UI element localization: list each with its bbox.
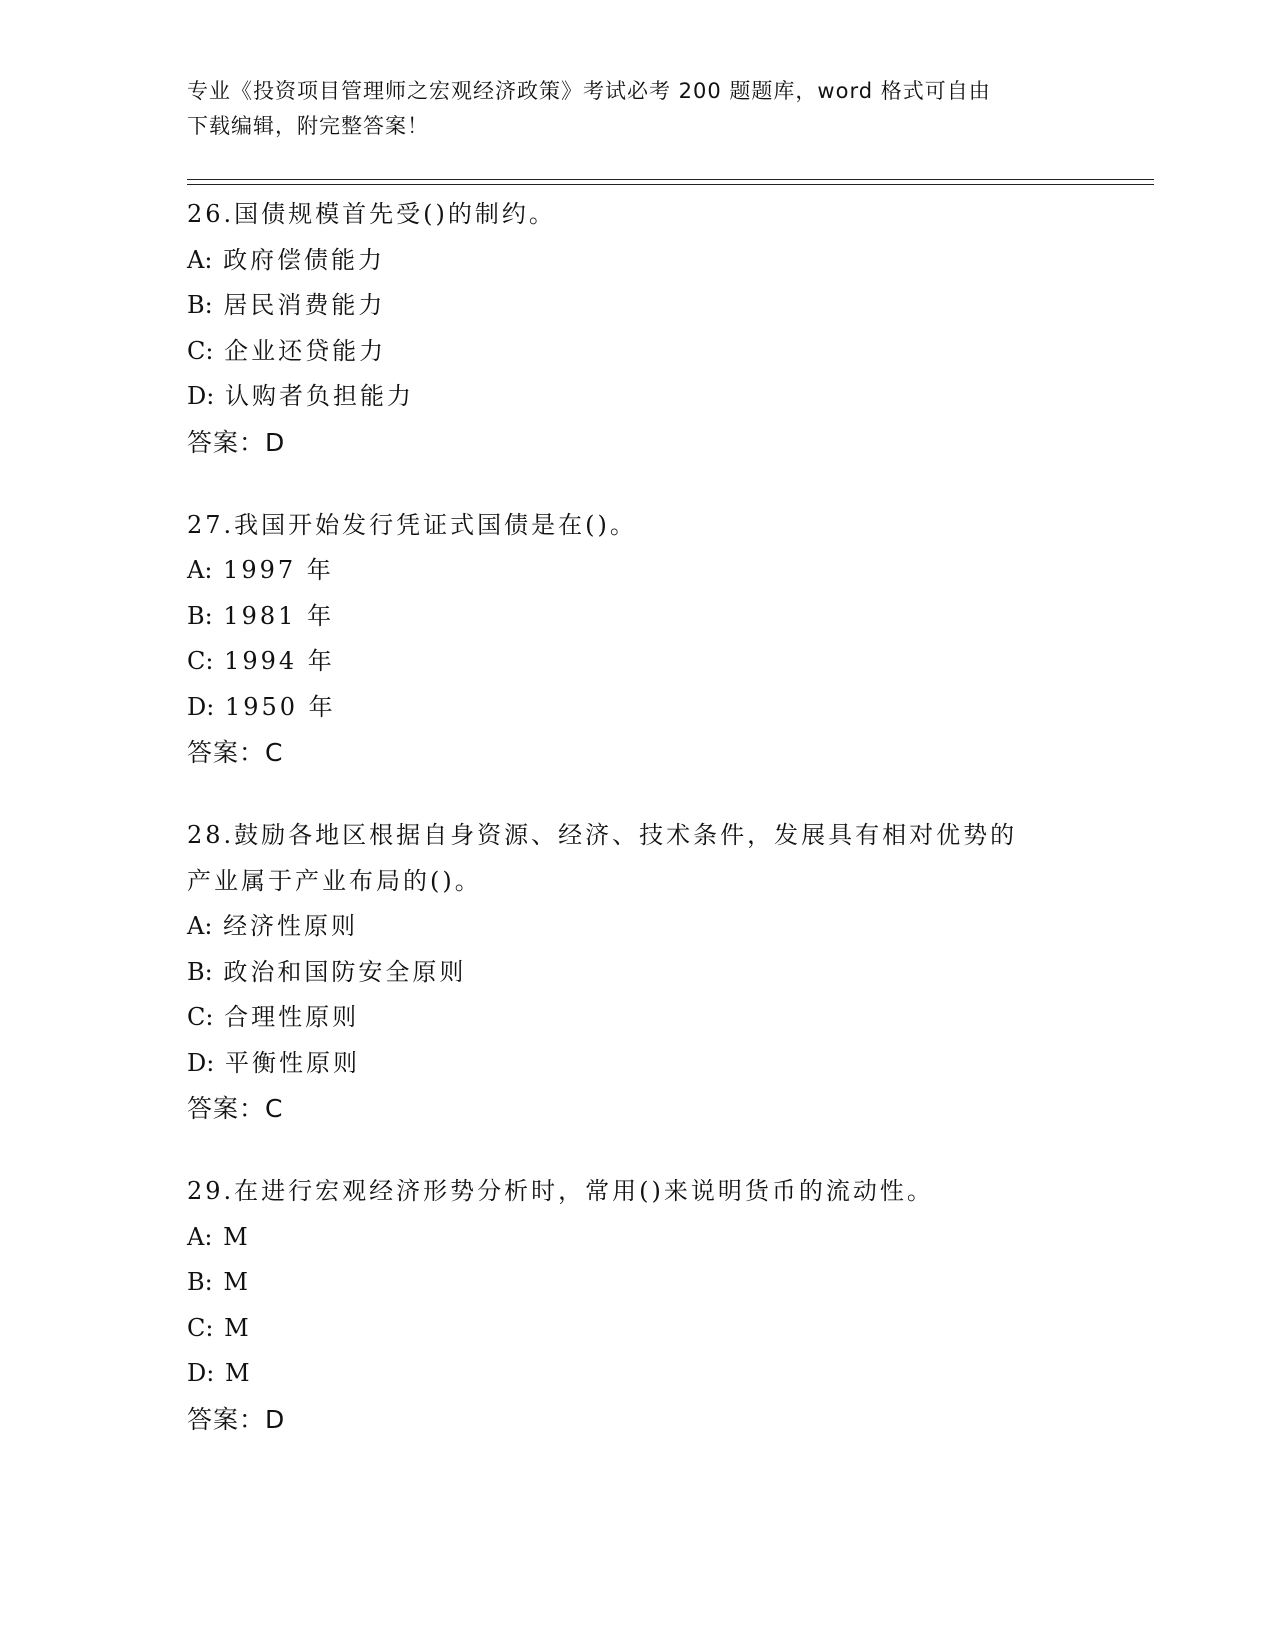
option-label: A: — [187, 912, 213, 940]
question-stem: 29.在进行宏观经济形势分析时，常用()来说明货币的流动性。 — [187, 1177, 934, 1205]
option-d — [187, 1351, 1147, 1397]
question-26 — [187, 192, 1147, 465]
option-a — [187, 548, 1147, 594]
option-label: D: — [187, 1048, 215, 1077]
option-d — [187, 685, 1147, 731]
option-label: D: — [187, 1359, 215, 1387]
option-c — [187, 329, 1147, 375]
option-b — [187, 950, 1147, 996]
option-label: D: — [187, 692, 215, 721]
option-a — [187, 1215, 1147, 1261]
option-text: M — [223, 1268, 251, 1296]
option-label: B: — [187, 601, 213, 630]
option-text: 认购者负担能力 — [224, 382, 414, 410]
question-stem: 26.国债规模首先受()的制约。 — [187, 200, 556, 228]
header-divider-top — [187, 179, 1154, 180]
option-text: 居民消费能力 — [223, 291, 386, 319]
option-text: 1994 年 — [224, 647, 335, 675]
option-text: 合理性原则 — [224, 1003, 360, 1031]
option-label: A: — [187, 556, 213, 584]
option-label: C: — [187, 647, 214, 675]
question-28 — [187, 813, 1147, 1131]
question-stem-line-1: 28.鼓励各地区根据自身资源、经济、技术条件，发展具有相对优势的 — [187, 821, 1018, 849]
option-text: M — [224, 1313, 252, 1342]
header-line-1: 专业《投资项目管理师之宏观经济政策》考试必考 200 题题库，word 格式可自由 — [187, 79, 991, 103]
option-text: 1997 年 — [223, 556, 334, 584]
option-c — [187, 639, 1147, 685]
question-stem-line-2: 产业属于产业布局的()。 — [187, 866, 482, 895]
option-label: B: — [187, 1268, 213, 1296]
option-label: A: — [187, 245, 213, 274]
option-text: 经济性原则 — [223, 912, 359, 940]
answer-line: 答案：D — [187, 427, 286, 457]
option-label: A: — [187, 1222, 213, 1251]
option-b — [187, 1260, 1147, 1306]
option-a — [187, 904, 1147, 950]
option-text: 1950 年 — [224, 692, 336, 721]
option-label: B: — [187, 957, 213, 986]
option-text: 1981 年 — [223, 601, 335, 630]
answer-line: 答案：C — [187, 1094, 284, 1123]
answer-line: 答案：D — [187, 1404, 286, 1434]
question-list — [187, 192, 1147, 1480]
header-divider-bottom — [187, 184, 1154, 185]
header-line-2: 下载编辑，附完整答案！ — [187, 114, 429, 138]
question-29 — [187, 1169, 1147, 1442]
option-label: B: — [187, 291, 213, 319]
question-27 — [187, 503, 1147, 776]
option-b — [187, 283, 1147, 329]
option-b — [187, 594, 1147, 640]
option-c — [187, 995, 1147, 1041]
option-label: D: — [187, 382, 215, 410]
option-text: 平衡性原则 — [224, 1048, 360, 1077]
option-text: M — [224, 1359, 253, 1387]
option-text: M — [223, 1222, 251, 1251]
option-c — [187, 1306, 1147, 1352]
option-a — [187, 238, 1147, 284]
option-d — [187, 374, 1147, 420]
option-text: 企业还贷能力 — [224, 336, 387, 365]
option-label: C: — [187, 1003, 214, 1031]
option-label: C: — [187, 1313, 214, 1342]
document-header — [187, 74, 1087, 144]
option-text: 政治和国防安全原则 — [223, 957, 467, 986]
option-text: 政府偿债能力 — [223, 245, 386, 274]
option-d — [187, 1041, 1147, 1087]
answer-line: 答案：C — [187, 738, 284, 767]
option-label: C: — [187, 336, 214, 365]
question-stem: 27.我国开始发行凭证式国债是在()。 — [187, 510, 637, 539]
